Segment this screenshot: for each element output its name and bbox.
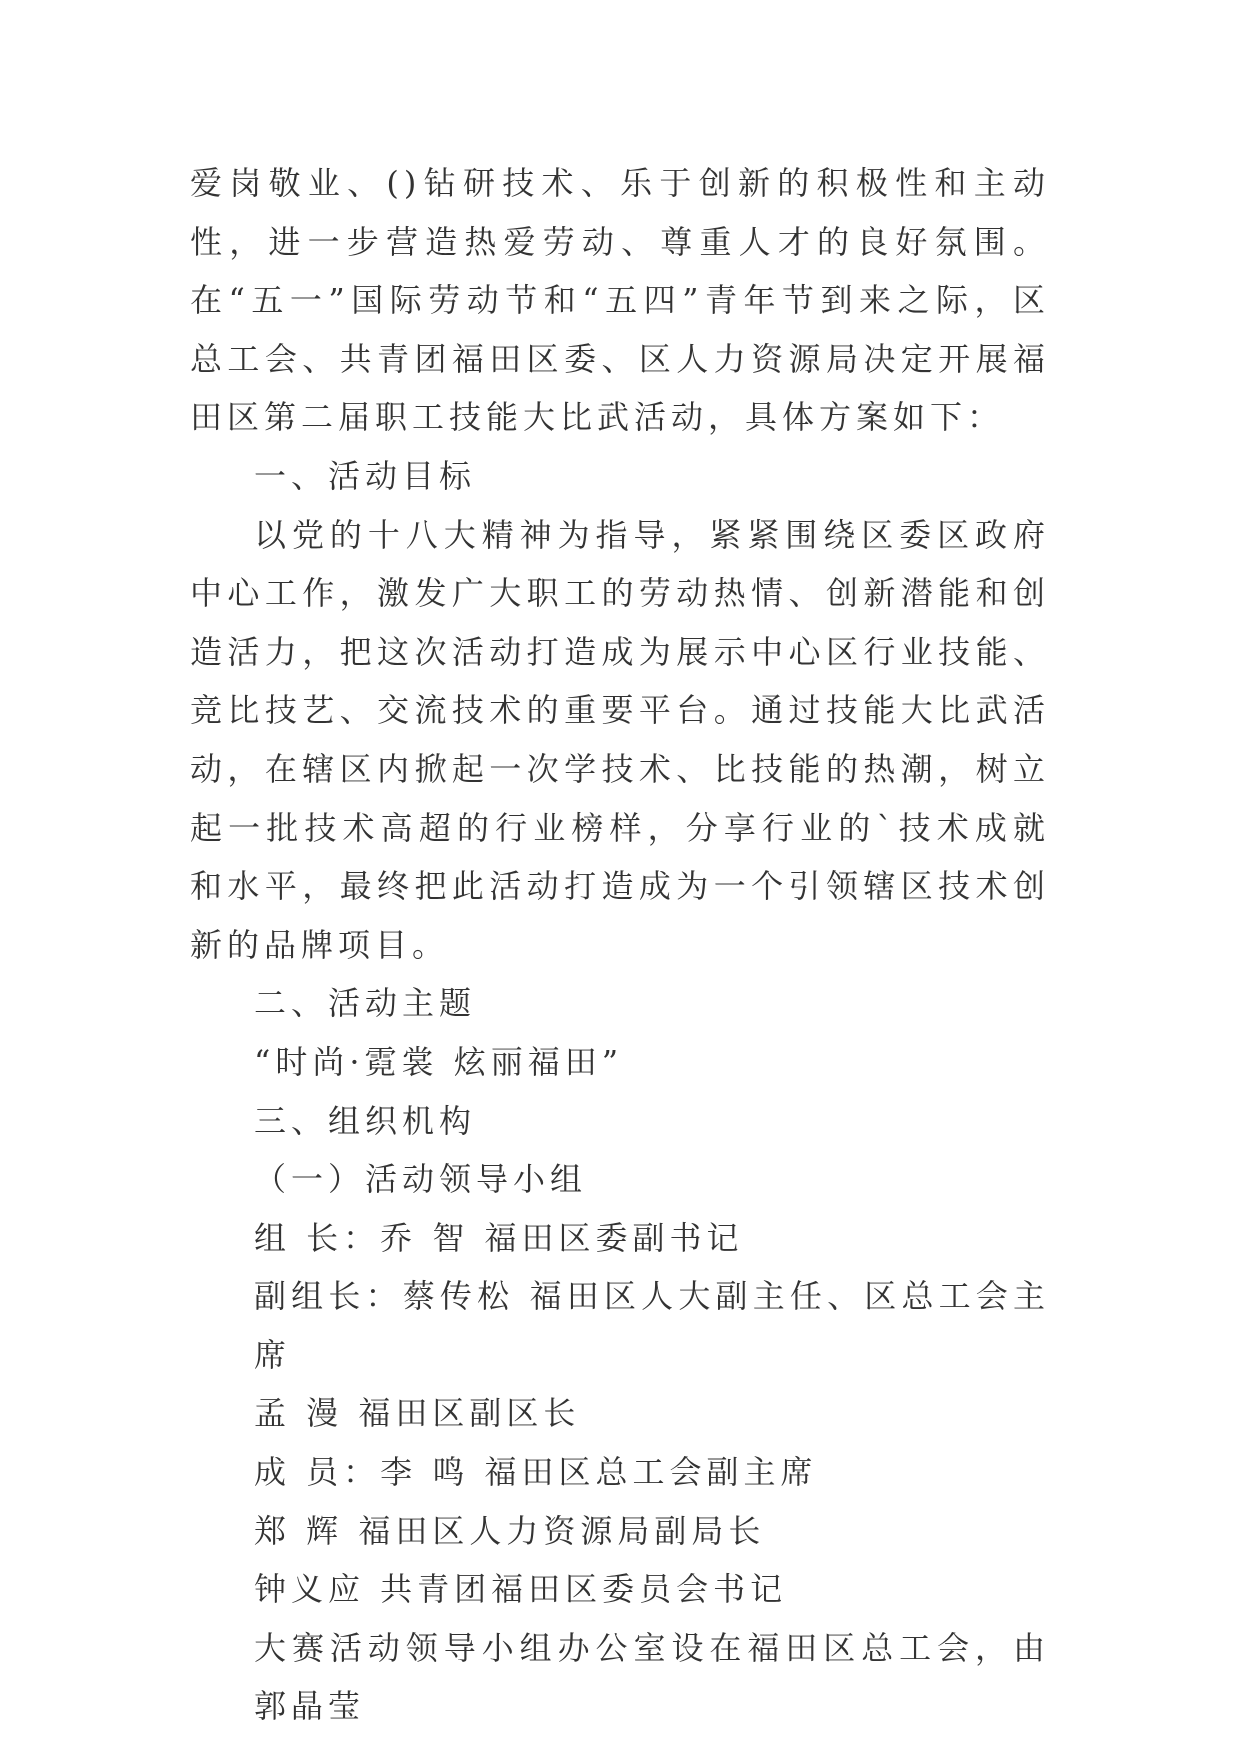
goals-paragraph: 以党的十八大精神为指导，紧紧围绕区委区政府中心工作，激发广大职工的劳动热情、创新潜能和创造活力，把这次活动打造成为展示中心区行业技能、竞比技艺、交流技术的重要平台。通过技能大比武活动，在辖区内掀起一次学技术、比技能的热潮，树立起一批技术高超的行业榜样，分享行业的`技术成就和水平，最终把此活动打造成为一个引领辖区技术创新的品牌项目。 [190, 515, 1050, 964]
document-body [190, 154, 1050, 1736]
member-line-3: 钟义应 共青团福田区委员会书记 [254, 1570, 788, 1609]
member-line-1: 成 员：李 鸣 福田区总工会副主席 [254, 1453, 818, 1492]
leader-line: 组 长：乔 智 福田区委副书记 [254, 1218, 744, 1257]
office-paragraph: 大赛活动领导小组办公室设在福田区总工会，由郭晶莹 [254, 1628, 1050, 1726]
section-heading-goals: 一、活动目标 [254, 456, 477, 495]
section-heading-organization: 三、组织机构 [254, 1101, 477, 1140]
member-line-2: 郑 辉 福田区人力资源局副局长 [254, 1511, 766, 1550]
theme-text: “时尚·霓裳 炫丽福田” [254, 1042, 624, 1081]
deputy-leader-line-1: 副组长：蔡传松 福田区人大副主任、区总工会主席 [254, 1277, 1050, 1374]
subsection-heading-leadership: （一）活动领导小组 [254, 1160, 588, 1199]
intro-paragraph: 爱岗敬业、()钻研技术、乐于创新的积极性和主动性，进一步营造热爱劳动、尊重人才的良好氛围。在“五一”国际劳动节和“五四”青年节到来之际，区总工会、共青团福田区委、区人力资源局决定开展福田区第二届职工技能大比武活动，具体方案如下： [190, 164, 1050, 437]
deputy-leader-line-2: 孟 漫 福田区副区长 [254, 1394, 581, 1433]
section-heading-theme: 二、活动主题 [254, 984, 477, 1023]
